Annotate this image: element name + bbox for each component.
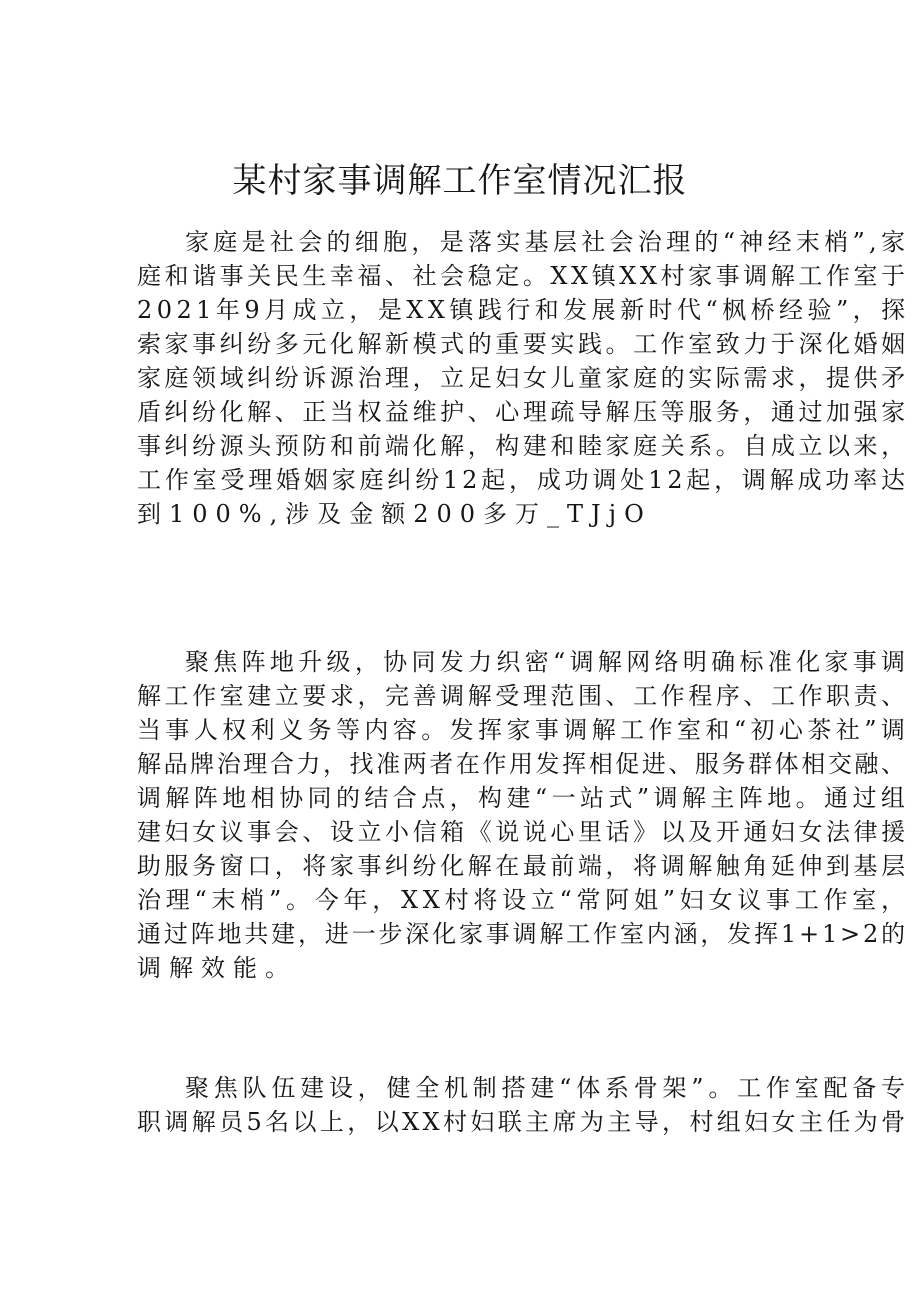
body-text-line: 盾纠纷化解、正当权益维护、心理疏导解压等服务，通过加强家: [137, 398, 909, 426]
body-text-line: 解品牌治理合力，找准两者在作用发挥相促进、服务群体相交融、: [137, 750, 908, 778]
body-text-line: 2021年9月成立，是XX镇践行和发展新时代“枫桥经验”，探: [137, 296, 910, 324]
body-text-line: 调解阵地相协同的结合点，构建“一站式”调解主阵地。通过组: [137, 784, 910, 812]
body-text-line: 家庭是社会的细胞，是落实基层社会治理的“神经末梢”,家: [185, 228, 910, 256]
body-text-line: 解工作室建立要求，完善调解受理范围、工作程序、工作职责、: [137, 682, 909, 710]
body-text-line: 通过阵地共建，进一步深化家事调解工作室内涵，发挥1+1>2的: [137, 920, 908, 948]
body-text-line: 庭和谐事关民生幸福、社会稳定。XX镇XX村家事调解工作室于: [137, 262, 909, 290]
body-text-line: 到100%,涉及金额200多万_TJjO: [137, 500, 652, 528]
body-text-line: 调解效能。: [137, 954, 297, 982]
body-text-line: 建妇女议事会、设立小信箱《说说心里话》以及开通妇女法律援: [137, 818, 909, 846]
body-text-line: 工作室受理婚姻家庭纠纷12起，成功调处12起，调解成功率达: [137, 466, 909, 494]
page-title: 某村家事调解工作室情况汇报: [232, 161, 688, 201]
body-text-line: 索家事纠纷多元化解新模式的重要实践。工作室致力于深化婚姻: [137, 330, 909, 358]
body-text-line: 助服务窗口，将家事纠纷化解在最前端，将调解触角延伸到基层: [137, 852, 909, 880]
body-text-line: 职调解员5名以上，以XX村妇联主席为主导，村组妇女主任为骨: [137, 1108, 909, 1136]
body-text-line: 当事人权利义务等内容。发挥家事调解工作室和“初心茶社”调: [137, 716, 910, 744]
body-text-line: 聚焦队伍建设，健全机制搭建“体系骨架”。工作室配备专: [185, 1074, 910, 1102]
body-text-line: 聚焦阵地升级，协同发力织密“调解网络明确标准化家事调: [185, 648, 910, 676]
body-text-line: 事纠纷源头预防和前端化解，构建和睦家庭关系。自成立以来，: [137, 432, 909, 460]
body-text-line: 家庭领域纠纷诉源治理，立足妇女儿童家庭的实际需求，提供矛: [137, 364, 909, 392]
body-text-line: 治理“末梢”。今年，XX村将设立“常阿姐”妇女议事工作室，: [137, 886, 910, 914]
